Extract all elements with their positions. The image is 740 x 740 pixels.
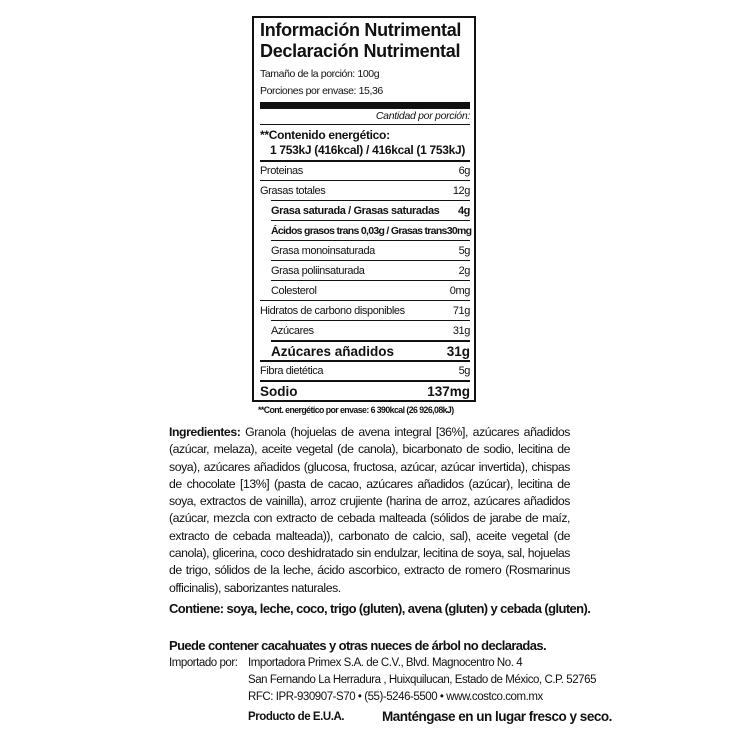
- nutrient-row-saturated-fat: [271, 200, 470, 220]
- nutrient-name: Grasas totales: [260, 184, 326, 197]
- nutrient-row-sugars: [271, 320, 470, 340]
- nutrient-name: Proteinas: [260, 165, 303, 177]
- nutrient-name: Grasa poliinsaturada: [271, 264, 365, 277]
- nutrient-row-protein: [260, 160, 470, 180]
- ingredients-text: Granola (hojuelas de avena integral [36%], azúcares añadidos (azúcar, melaza), aceite vegetal (de canola), bicarbonato de sodio, lecitina de soya), azúcares añadidos (glucosa, fructosa, azúcar, azúcar invertida), chispas de chocolate [13%] (pasta de cacao, azúcares añadidos (azúcar), lecitina de soya, extractos de vainilla), arroz crujiente (harina de arroz, azúcares añadidos (azúcar, mezcla con extracto de cebada malteada (sólidos de jarabe de maíz, extracto de cebada malteada)), carbonato de calcio, sal), aceite vegetal (de canola), glicerina, coco deshidratado sin endulzar, lecitina de soya, sal, hojuelas de trigo, sólidos de la leche, ácido ascorbico, extracto de romero (Rosmarinus officinalis), saborizantes naturales.: [169, 425, 570, 595]
- nutrient-value: 6g: [458, 165, 470, 177]
- nutrient-name: Sodio: [260, 383, 298, 399]
- nutrient-value: 30mg: [446, 224, 472, 237]
- nutrient-row-total-fat: [260, 180, 470, 200]
- nutrient-name: Azúcares añadidos: [271, 343, 395, 359]
- nutrient-row-sodium: [260, 380, 470, 400]
- nutrition-facts-panel: [252, 16, 476, 402]
- nutrient-name: Ácidos grasos trans 0,03g / Grasas trans: [271, 224, 447, 237]
- nutrient-row-carbohydrates: [260, 300, 470, 320]
- ingredients-label: Ingredientes:: [169, 425, 241, 439]
- nutrient-value: 5g: [458, 244, 470, 257]
- nutrient-row-added-sugars: [271, 340, 470, 360]
- nutrient-name: Fibra dietética: [260, 365, 324, 377]
- allergens-may-contain: Puede contener cacahuates y otras nueces de árbol no declaradas.: [169, 638, 547, 653]
- nutrient-name: Grasa saturada / Grasas saturadas: [271, 204, 440, 217]
- nutrient-row-trans-fat: [271, 220, 470, 240]
- energy-label: **Contenido energético:: [260, 128, 390, 142]
- nutrient-row-cholesterol: [271, 280, 470, 300]
- nutrient-value: 12g: [452, 184, 470, 197]
- allergens-contains: Contiene: soya, leche, coco, trigo (gluten), avena (gluten) y cebada (gluten).: [169, 601, 591, 616]
- nutrient-row-fiber: [260, 360, 470, 380]
- importer-line-1: Importadora Primex S.A. de C.V., Blvd. Magnocentro No. 4: [248, 657, 523, 669]
- label-subtitle: Declaración Nutrimental: [260, 41, 461, 61]
- nutrient-value: 31g: [446, 343, 470, 359]
- nutrient-value: 5g: [458, 365, 470, 377]
- storage-instructions: Manténgase en un lugar fresco y seco.: [382, 709, 612, 724]
- label-title: Información Nutrimental: [260, 20, 462, 40]
- nutrient-name: Grasa monoinsaturada: [271, 244, 375, 257]
- nutrient-value: 4g: [457, 204, 470, 217]
- product-origin: Producto de E.U.A.: [248, 711, 345, 723]
- nutrient-value: 71g: [452, 304, 470, 317]
- nutrient-value: 2g: [458, 264, 470, 277]
- thick-divider: [260, 102, 470, 109]
- nutrient-value: 0mg: [449, 284, 470, 297]
- nutrient-row-polyunsaturated-fat: [271, 260, 470, 280]
- importer-label: Importado por:: [169, 657, 238, 669]
- nutrient-row-monounsaturated-fat: [271, 240, 470, 260]
- energy-value: 1 753kJ (416kcal) / 416kcal (1 753kJ): [270, 143, 466, 157]
- nutrient-value: 31g: [452, 324, 470, 337]
- ingredients-paragraph: [169, 424, 570, 597]
- energy-footnote: **Cont. energético por envase: 6 390kcal (26 926,08kJ): [258, 405, 454, 416]
- importer-line-3: RFC: IPR-930907-S70 • (55)-5246-5500 • www.costco.com.mx: [248, 691, 543, 703]
- servings-per-container: Porciones por envase: 15,36: [260, 85, 383, 97]
- nutrient-name: Azúcares: [271, 324, 314, 337]
- importer-line-2: San Fernando La Herradura , Huixquilucan, Estado de México, C.P. 52765: [248, 674, 597, 686]
- amount-per-serving: Cantidad por porción:: [375, 110, 470, 122]
- nutrient-name: Hidratos de carbono disponibles: [260, 304, 405, 317]
- nutrient-value: 137mg: [427, 383, 470, 399]
- serving-size: Tamaño de la porción: 100g: [260, 68, 380, 80]
- divider: [260, 124, 470, 125]
- nutrient-name: Colesterol: [271, 284, 317, 297]
